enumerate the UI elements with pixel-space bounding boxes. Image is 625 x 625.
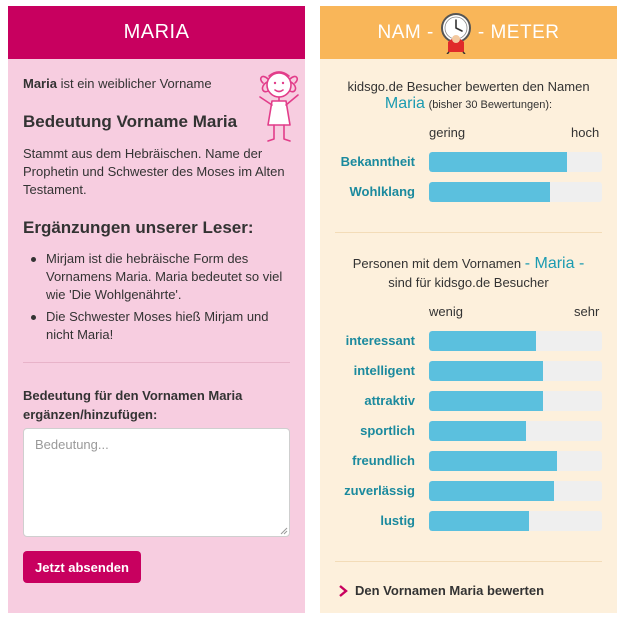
- rating-label: Bekanntheit: [340, 154, 415, 169]
- trait-label: sportlich: [360, 423, 415, 438]
- scale-high-label: sehr: [574, 304, 600, 319]
- reader-heading: Ergänzungen unserer Leser:: [23, 218, 254, 237]
- intro-text: ist ein weiblicher Vorname: [56, 76, 212, 91]
- meaning-heading: Bedeutung Vorname Maria: [23, 112, 238, 131]
- scale-low-label: gering: [429, 125, 466, 140]
- rating-bar: [429, 152, 602, 172]
- name-header: [8, 6, 305, 59]
- rating-name: Maria: [384, 95, 425, 112]
- trait-bar-fill: [429, 331, 536, 351]
- girl-drawing-icon: [254, 63, 304, 147]
- trait-label: interessant: [345, 333, 415, 348]
- reader-note: Mirjam ist die hebräische Form des Vornamens Maria. Maria bedeutet so viel wie 'Die Wohlgenährte'.: [46, 250, 296, 304]
- meaning-form-label: Bedeutung für den Vornamen Maria ergänzen/hinzufügen:: [23, 388, 243, 422]
- rating-bar: [429, 182, 602, 202]
- trait-label: zuverlässig: [344, 483, 415, 498]
- trait-bar: [429, 331, 602, 351]
- divider: [23, 362, 290, 363]
- reader-note: Die Schwester Moses hieß Mirjam und nicht Maria!: [46, 308, 296, 344]
- trait-bar: [429, 451, 602, 471]
- trait-label: attraktiv: [364, 393, 415, 408]
- trait-bar-fill: [429, 481, 554, 501]
- rating-bar-fill: [429, 152, 567, 172]
- divider: [335, 232, 602, 233]
- intro-name: Maria: [23, 76, 57, 91]
- trait-bar-fill: [429, 361, 543, 381]
- name-title: MARIA: [123, 21, 190, 43]
- scale-high-label: hoch: [571, 125, 600, 140]
- resize-grip-icon[interactable]: [280, 527, 288, 535]
- name-meter-panel: [320, 6, 617, 613]
- persons-intro-text: Personen mit dem Vornamen: [352, 256, 522, 271]
- rate-name-label[interactable]: Den Vornamen Maria bewerten: [355, 583, 545, 598]
- name-info-panel: [8, 6, 305, 613]
- divider: [335, 561, 602, 562]
- name-meter-header: [320, 6, 617, 59]
- rating-bar-fill: [429, 182, 550, 202]
- trait-bar: [429, 481, 602, 501]
- trait-label: freundlich: [352, 453, 415, 468]
- meaning-text: Stammt aus dem Hebräischen. Name der Prophetin und Schwester des Moses im Alten Testament.: [23, 146, 285, 197]
- trait-bar: [429, 391, 602, 411]
- clock-mascot-icon: [437, 12, 475, 54]
- trait-bar: [429, 511, 602, 531]
- rating-intro-text: kidsgo.de Besucher bewerten den Namen: [347, 79, 590, 94]
- trait-bar: [429, 421, 602, 441]
- trait-label: lustig: [380, 513, 415, 528]
- rating-count: (bisher 30 Bewertungen):: [428, 99, 553, 111]
- trait-bar-fill: [429, 451, 557, 471]
- submit-button[interactable]: Jetzt absenden: [23, 551, 141, 583]
- scale-low-label: wenig: [429, 304, 463, 319]
- trait-bar-fill: [429, 391, 543, 411]
- meaning-input[interactable]: [23, 428, 290, 537]
- trait-bar-fill: [429, 421, 526, 441]
- chevron-right-icon: [338, 585, 348, 597]
- persons-intro: [320, 254, 617, 292]
- persons-intro-suffix: sind für kidsgo.de Besucher: [388, 275, 549, 290]
- trait-label: intelligent: [353, 363, 415, 378]
- trait-bar: [429, 361, 602, 381]
- persons-name: - Maria -: [524, 255, 585, 272]
- reader-notes-list: [46, 250, 296, 348]
- meter-title-left: NAM -: [377, 21, 434, 43]
- trait-bar-fill: [429, 511, 529, 531]
- meter-title-right: - METER: [477, 21, 560, 43]
- rating-label: Wohlklang: [349, 184, 415, 199]
- intro-line: [23, 76, 212, 91]
- rating-intro: [320, 78, 617, 114]
- rate-name-link[interactable]: [338, 583, 544, 598]
